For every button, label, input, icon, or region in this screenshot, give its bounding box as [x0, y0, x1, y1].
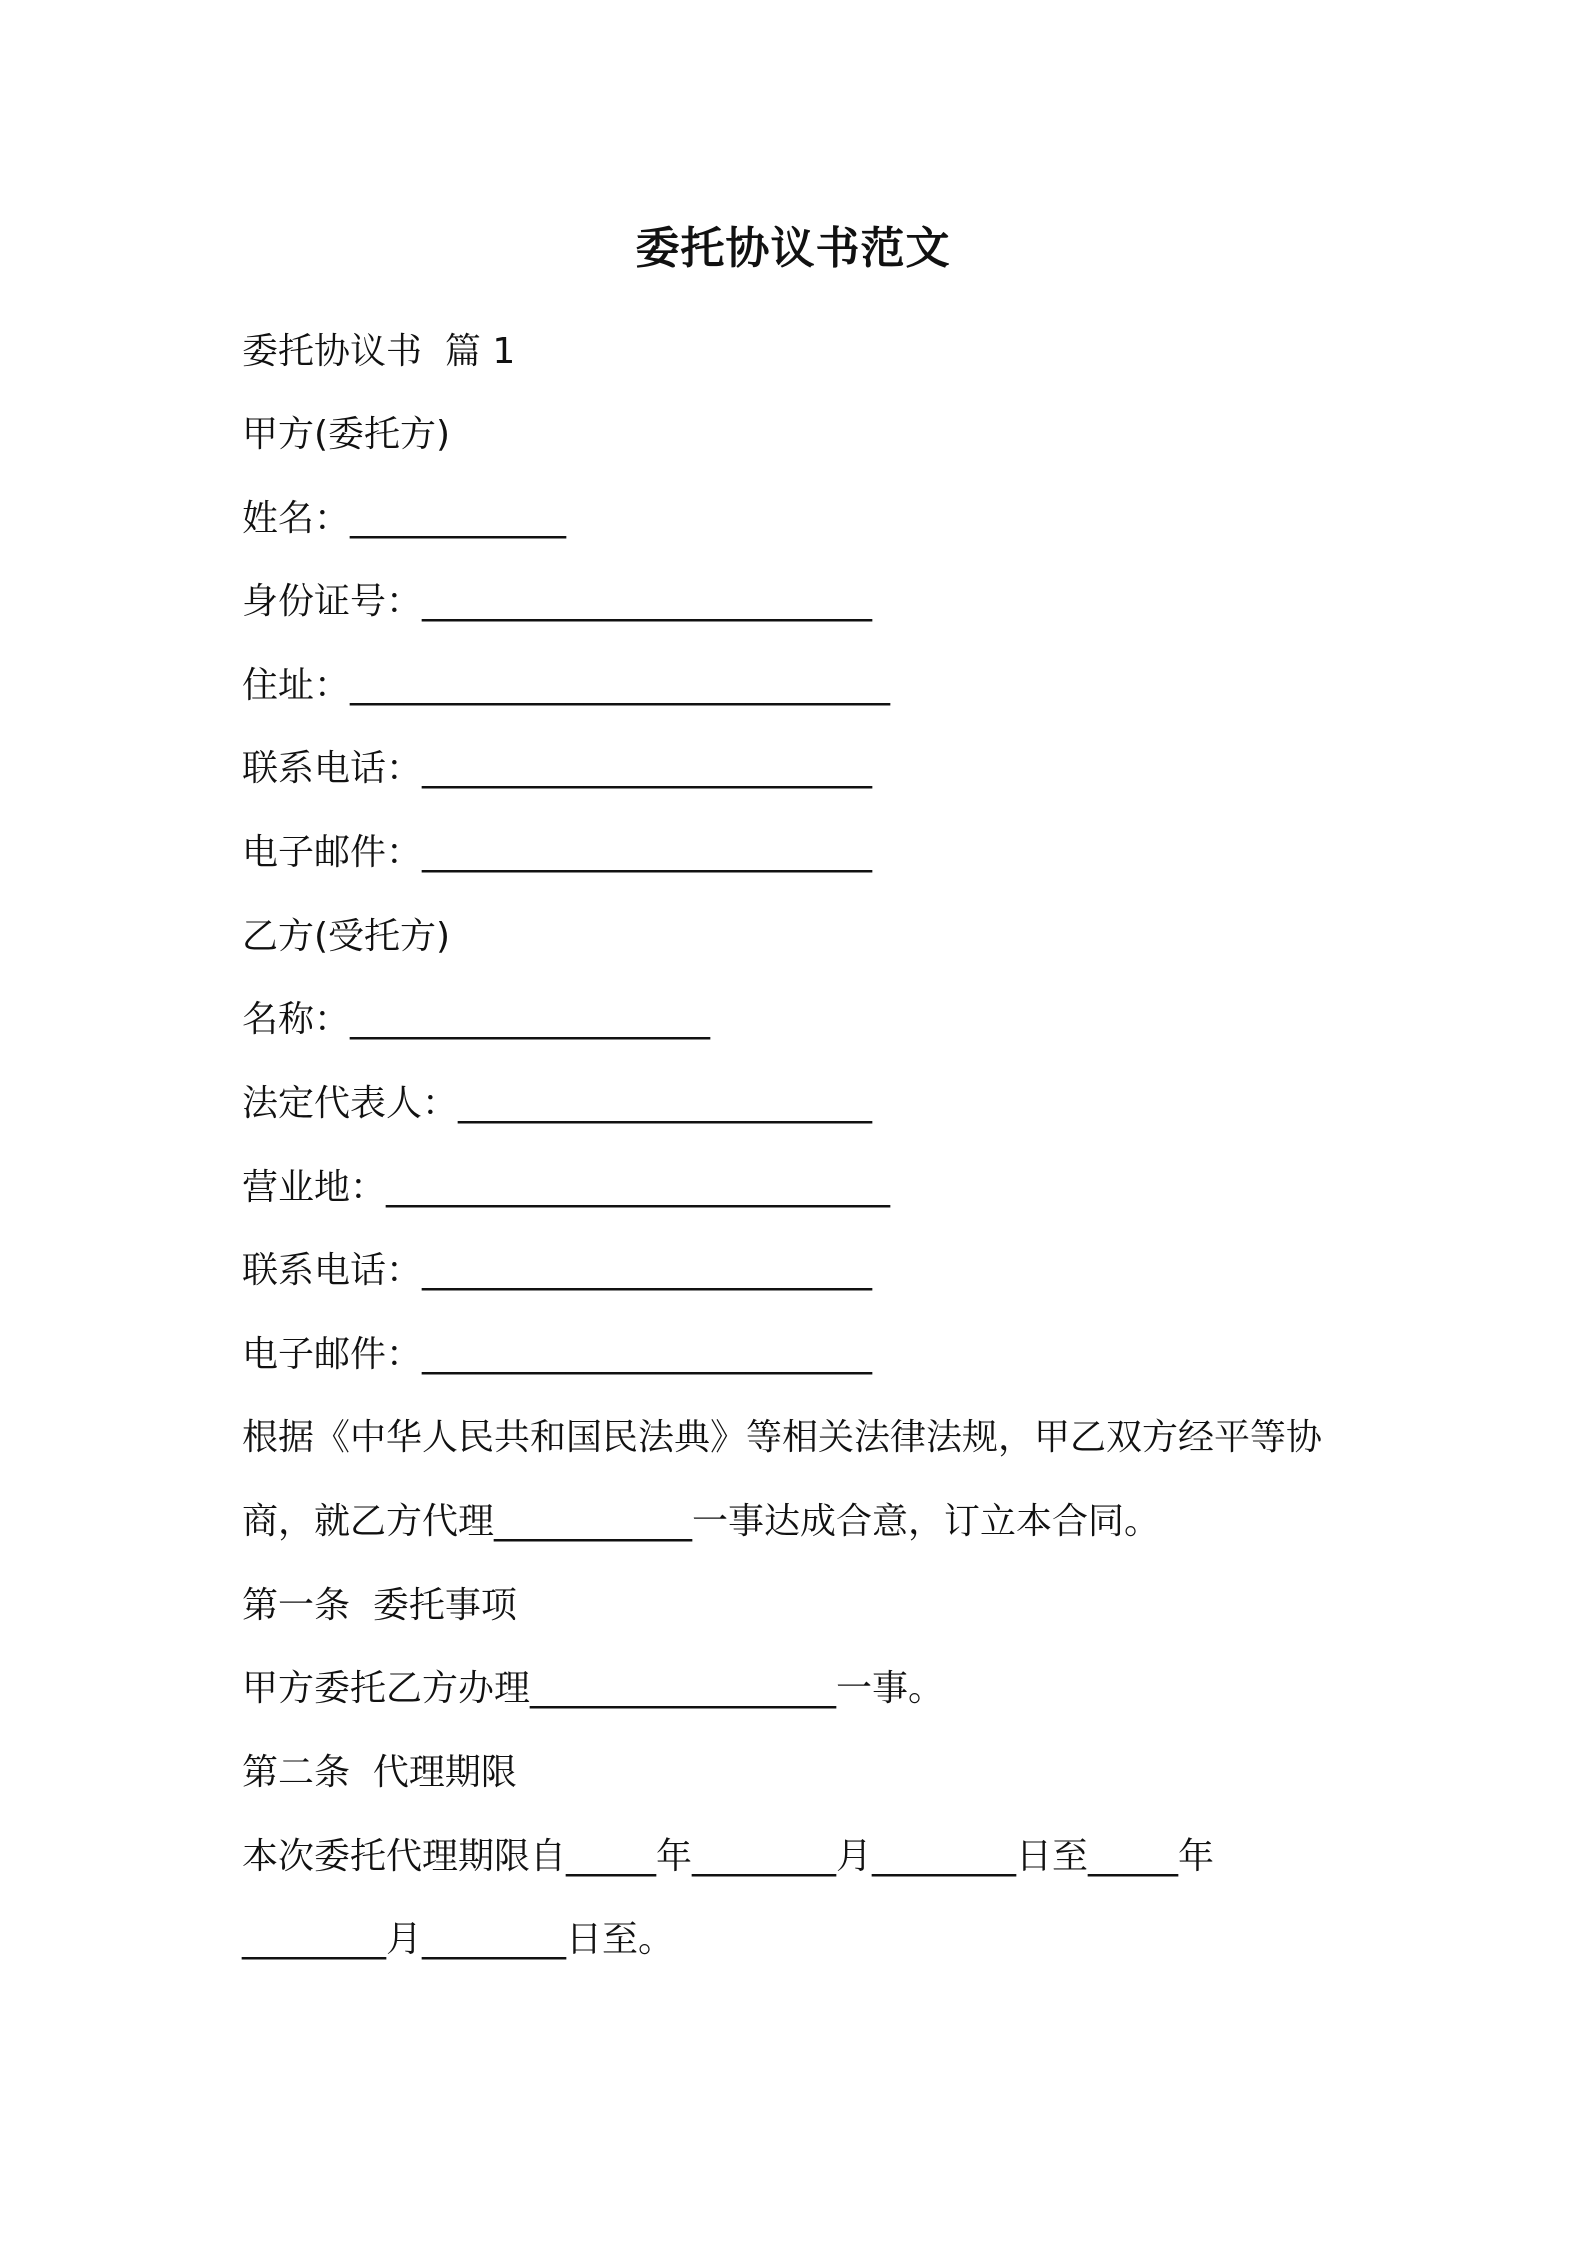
party-b-name-field: 名称：____________________ [242, 999, 711, 1040]
preamble-line-1: 根据《中华人民共和国民法典》等相关法律法规，甲乙双方经平等协 [242, 1417, 1323, 1458]
party-a-name-field: 姓名：____________ [242, 498, 567, 539]
party-a-phone-field: 联系电话：_________________________ [242, 748, 873, 789]
preamble-line-2: 商，就乙方代理___________一事达成合意，订立本合同。 [242, 1501, 1161, 1542]
article-2-text-line-2: ________月________日至。 [242, 1919, 675, 1960]
article-1-heading: 第一条 委托事项 [242, 1585, 517, 1626]
party-a-email-field: 电子邮件：_________________________ [242, 832, 873, 873]
article-2-heading: 第二条 代理期限 [242, 1752, 517, 1793]
party-b-legal-rep-field: 法定代表人：_______________________ [242, 1083, 873, 1124]
party-a-id-field: 身份证号：_________________________ [242, 581, 873, 622]
article-2-text-line-1: 本次委托代理期限自_____年________月________日至_____年 [242, 1836, 1215, 1877]
article-1-text: 甲方委托乙方办理_________________一事。 [242, 1668, 945, 1709]
party-b-business-address-field: 营业地：____________________________ [242, 1167, 891, 1208]
document-title: 委托协议书范文 [635, 223, 951, 274]
party-b-email-field: 电子邮件：_________________________ [242, 1334, 873, 1375]
party-b-heading: 乙方(受托方) [242, 916, 451, 957]
party-a-heading: 甲方(委托方) [242, 414, 451, 455]
party-b-phone-field: 联系电话：_________________________ [242, 1250, 873, 1291]
party-a-address-field: 住址：______________________________ [242, 665, 891, 706]
section-heading: 委托协议书 篇 1 [242, 331, 516, 372]
